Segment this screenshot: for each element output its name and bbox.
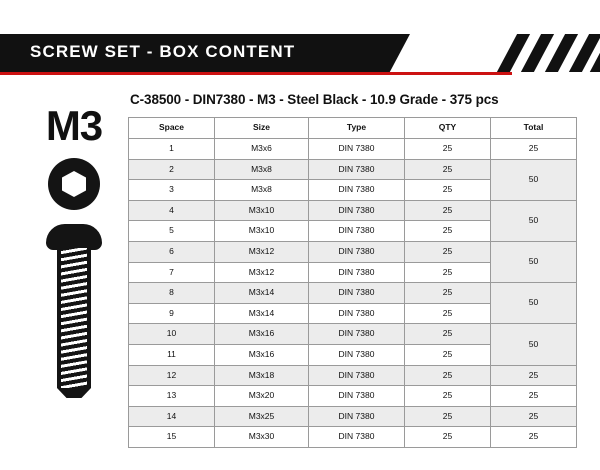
cell-total: 25: [491, 406, 577, 427]
table-row: [129, 139, 577, 160]
cell-size: M3x8: [215, 180, 309, 201]
column-header-type: Type: [309, 118, 405, 139]
table-row: [129, 386, 577, 407]
cell-qty: 25: [405, 406, 491, 427]
cell-qty: 25: [405, 262, 491, 283]
screw-content-table: [128, 117, 577, 448]
cell-total: 50: [491, 159, 577, 200]
cell-type: DIN 7380: [309, 221, 405, 242]
cell-space: 2: [129, 159, 215, 180]
cell-space: 10: [129, 324, 215, 345]
cell-qty: 25: [405, 386, 491, 407]
table-row: [129, 159, 577, 180]
cell-type: DIN 7380: [309, 139, 405, 160]
cell-type: DIN 7380: [309, 283, 405, 304]
column-header-total: Total: [491, 118, 577, 139]
column-header-qty: QTY: [405, 118, 491, 139]
cell-size: M3x14: [215, 303, 309, 324]
cell-space: 1: [129, 139, 215, 160]
table-row: [129, 324, 577, 345]
header-red-stripe: [0, 72, 600, 75]
cell-qty: 25: [405, 200, 491, 221]
cell-qty: 25: [405, 324, 491, 345]
column-header-space: Space: [129, 118, 215, 139]
cell-space: 9: [129, 303, 215, 324]
cell-type: DIN 7380: [309, 344, 405, 365]
cell-total: 50: [491, 241, 577, 282]
table-body: [129, 139, 577, 448]
size-label: M3: [45, 102, 103, 149]
cell-qty: 25: [405, 139, 491, 160]
cell-qty: 25: [405, 221, 491, 242]
cell-space: 3: [129, 180, 215, 201]
cell-total: 25: [491, 139, 577, 160]
table-row: [129, 427, 577, 448]
cell-qty: 25: [405, 365, 491, 386]
screw-head-top-view-icon: [48, 158, 100, 210]
cell-size: M3x10: [215, 200, 309, 221]
cell-space: 13: [129, 386, 215, 407]
cell-size: M3x25: [215, 406, 309, 427]
table-row: [129, 200, 577, 221]
cell-space: 8: [129, 283, 215, 304]
cell-type: DIN 7380: [309, 200, 405, 221]
cell-type: DIN 7380: [309, 365, 405, 386]
table-row: [129, 283, 577, 304]
content-column: [128, 92, 576, 448]
cell-size: M3x30: [215, 427, 309, 448]
cell-size: M3x6: [215, 139, 309, 160]
table-header-row: [129, 118, 577, 139]
cell-type: DIN 7380: [309, 159, 405, 180]
cell-total: 50: [491, 200, 577, 241]
cell-size: M3x12: [215, 262, 309, 283]
cell-size: M3x10: [215, 221, 309, 242]
cell-space: 11: [129, 344, 215, 365]
cell-size: M3x14: [215, 283, 309, 304]
column-header-size: Size: [215, 118, 309, 139]
cell-qty: 25: [405, 344, 491, 365]
table-row: [129, 365, 577, 386]
cell-space: 5: [129, 221, 215, 242]
cell-qty: 25: [405, 283, 491, 304]
cell-type: DIN 7380: [309, 303, 405, 324]
cell-qty: 25: [405, 427, 491, 448]
cell-total: 50: [491, 324, 577, 365]
cell-type: DIN 7380: [309, 241, 405, 262]
cell-space: 14: [129, 406, 215, 427]
cell-size: M3x12: [215, 241, 309, 262]
page-title: C-38500 - DIN7380 - M3 - Steel Black - 10.9 Grade - 375 pcs: [130, 92, 499, 107]
cell-total: 25: [491, 365, 577, 386]
screw-side-view-icon: [46, 224, 102, 398]
cell-total: 50: [491, 283, 577, 324]
cell-qty: 25: [405, 159, 491, 180]
cell-space: 4: [129, 200, 215, 221]
cell-type: DIN 7380: [309, 386, 405, 407]
cell-type: DIN 7380: [309, 262, 405, 283]
table-row: [129, 406, 577, 427]
cell-qty: 25: [405, 303, 491, 324]
cell-type: DIN 7380: [309, 324, 405, 345]
cell-space: 6: [129, 241, 215, 262]
cell-type: DIN 7380: [309, 180, 405, 201]
cell-type: DIN 7380: [309, 406, 405, 427]
cell-size: M3x16: [215, 324, 309, 345]
cell-space: 15: [129, 427, 215, 448]
header-title: SCREW SET - BOX CONTENT: [30, 42, 296, 61]
cell-total: 25: [491, 427, 577, 448]
cell-size: M3x16: [215, 344, 309, 365]
cell-size: M3x20: [215, 386, 309, 407]
cell-size: M3x18: [215, 365, 309, 386]
cell-size: M3x8: [215, 159, 309, 180]
cell-space: 12: [129, 365, 215, 386]
cell-qty: 25: [405, 241, 491, 262]
cell-total: 25: [491, 386, 577, 407]
cell-type: DIN 7380: [309, 427, 405, 448]
header-chevron-group: [474, 34, 594, 72]
table-row: [129, 241, 577, 262]
cell-space: 7: [129, 262, 215, 283]
product-illustration-column: [28, 104, 120, 398]
cell-qty: 25: [405, 180, 491, 201]
